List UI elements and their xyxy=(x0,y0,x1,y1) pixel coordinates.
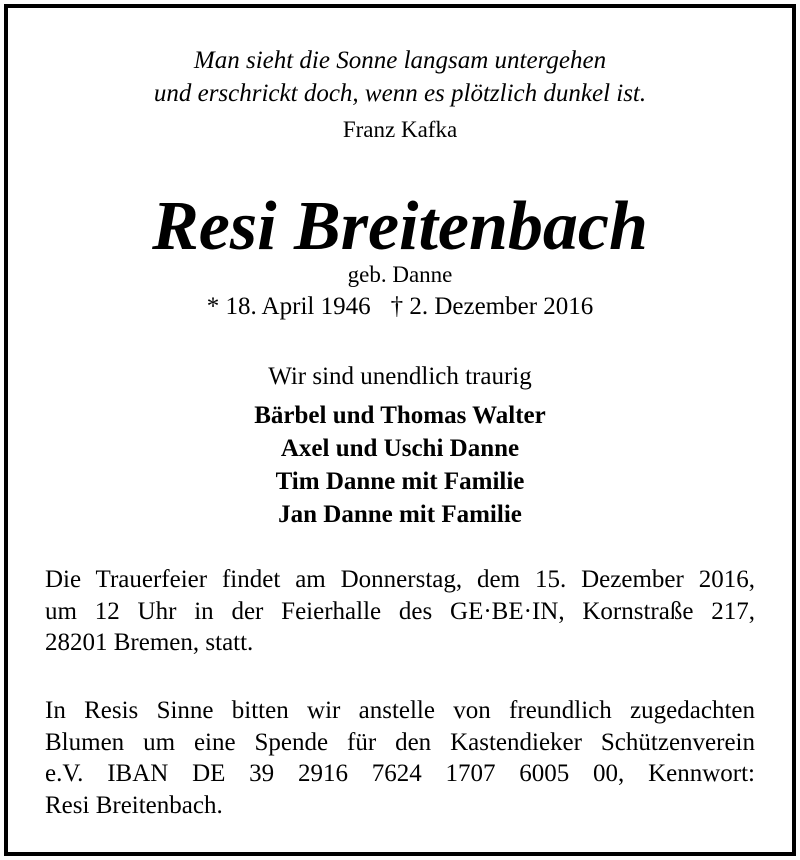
kafka-quote xyxy=(0,44,800,110)
mourner-entry: Axel und Uschi Danne xyxy=(280,435,520,462)
donation-line: Resi Breitenbach. xyxy=(45,791,223,819)
birth-date: * 18. April 1946 xyxy=(206,293,371,320)
quote-line-2: und erschrickt doch, wenn es plötzlich dunkel ist. xyxy=(153,80,647,107)
ceremony-line: Die Trauerfeier findet am Donnerstag, dem 15. Dezember 2016, xyxy=(45,566,755,593)
mourning-message: Wir sind unendlich traurig xyxy=(268,363,532,390)
donation-paragraph xyxy=(45,695,755,821)
mourner-entry: Tim Danne mit Familie xyxy=(275,468,525,495)
donation-line: Blumen um eine Spende für den Kastendieker Schützenverein xyxy=(45,728,755,756)
mourners-list xyxy=(0,399,800,531)
quote-author: Franz Kafka xyxy=(342,117,458,142)
birth-name: geb. Danne xyxy=(347,262,453,287)
quote-line-1: Man sieht die Sonne langsam untergehen xyxy=(193,47,607,74)
mourner-entry: Bärbel und Thomas Walter xyxy=(254,402,546,429)
ceremony-line: 28201 Bremen, statt. xyxy=(45,629,254,656)
mourner-entry: Jan Danne mit Familie xyxy=(278,501,522,528)
death-date: † 2. Dezember 2016 xyxy=(390,293,594,320)
donation-line: In Resis Sinne bitten wir anstelle von freundlich zugedachten xyxy=(45,697,755,724)
donation-line: e.V. IBAN DE 39 2916 7624 1707 6005 00, Kennwort: xyxy=(45,760,755,787)
deceased-name: Resi Breitenbach xyxy=(152,188,648,265)
ceremony-line: um 12 Uhr in der Feierhalle des GE·BE·IN, Kornstraße 217, xyxy=(45,597,755,625)
life-dates xyxy=(0,290,800,324)
ceremony-paragraph xyxy=(45,564,755,659)
